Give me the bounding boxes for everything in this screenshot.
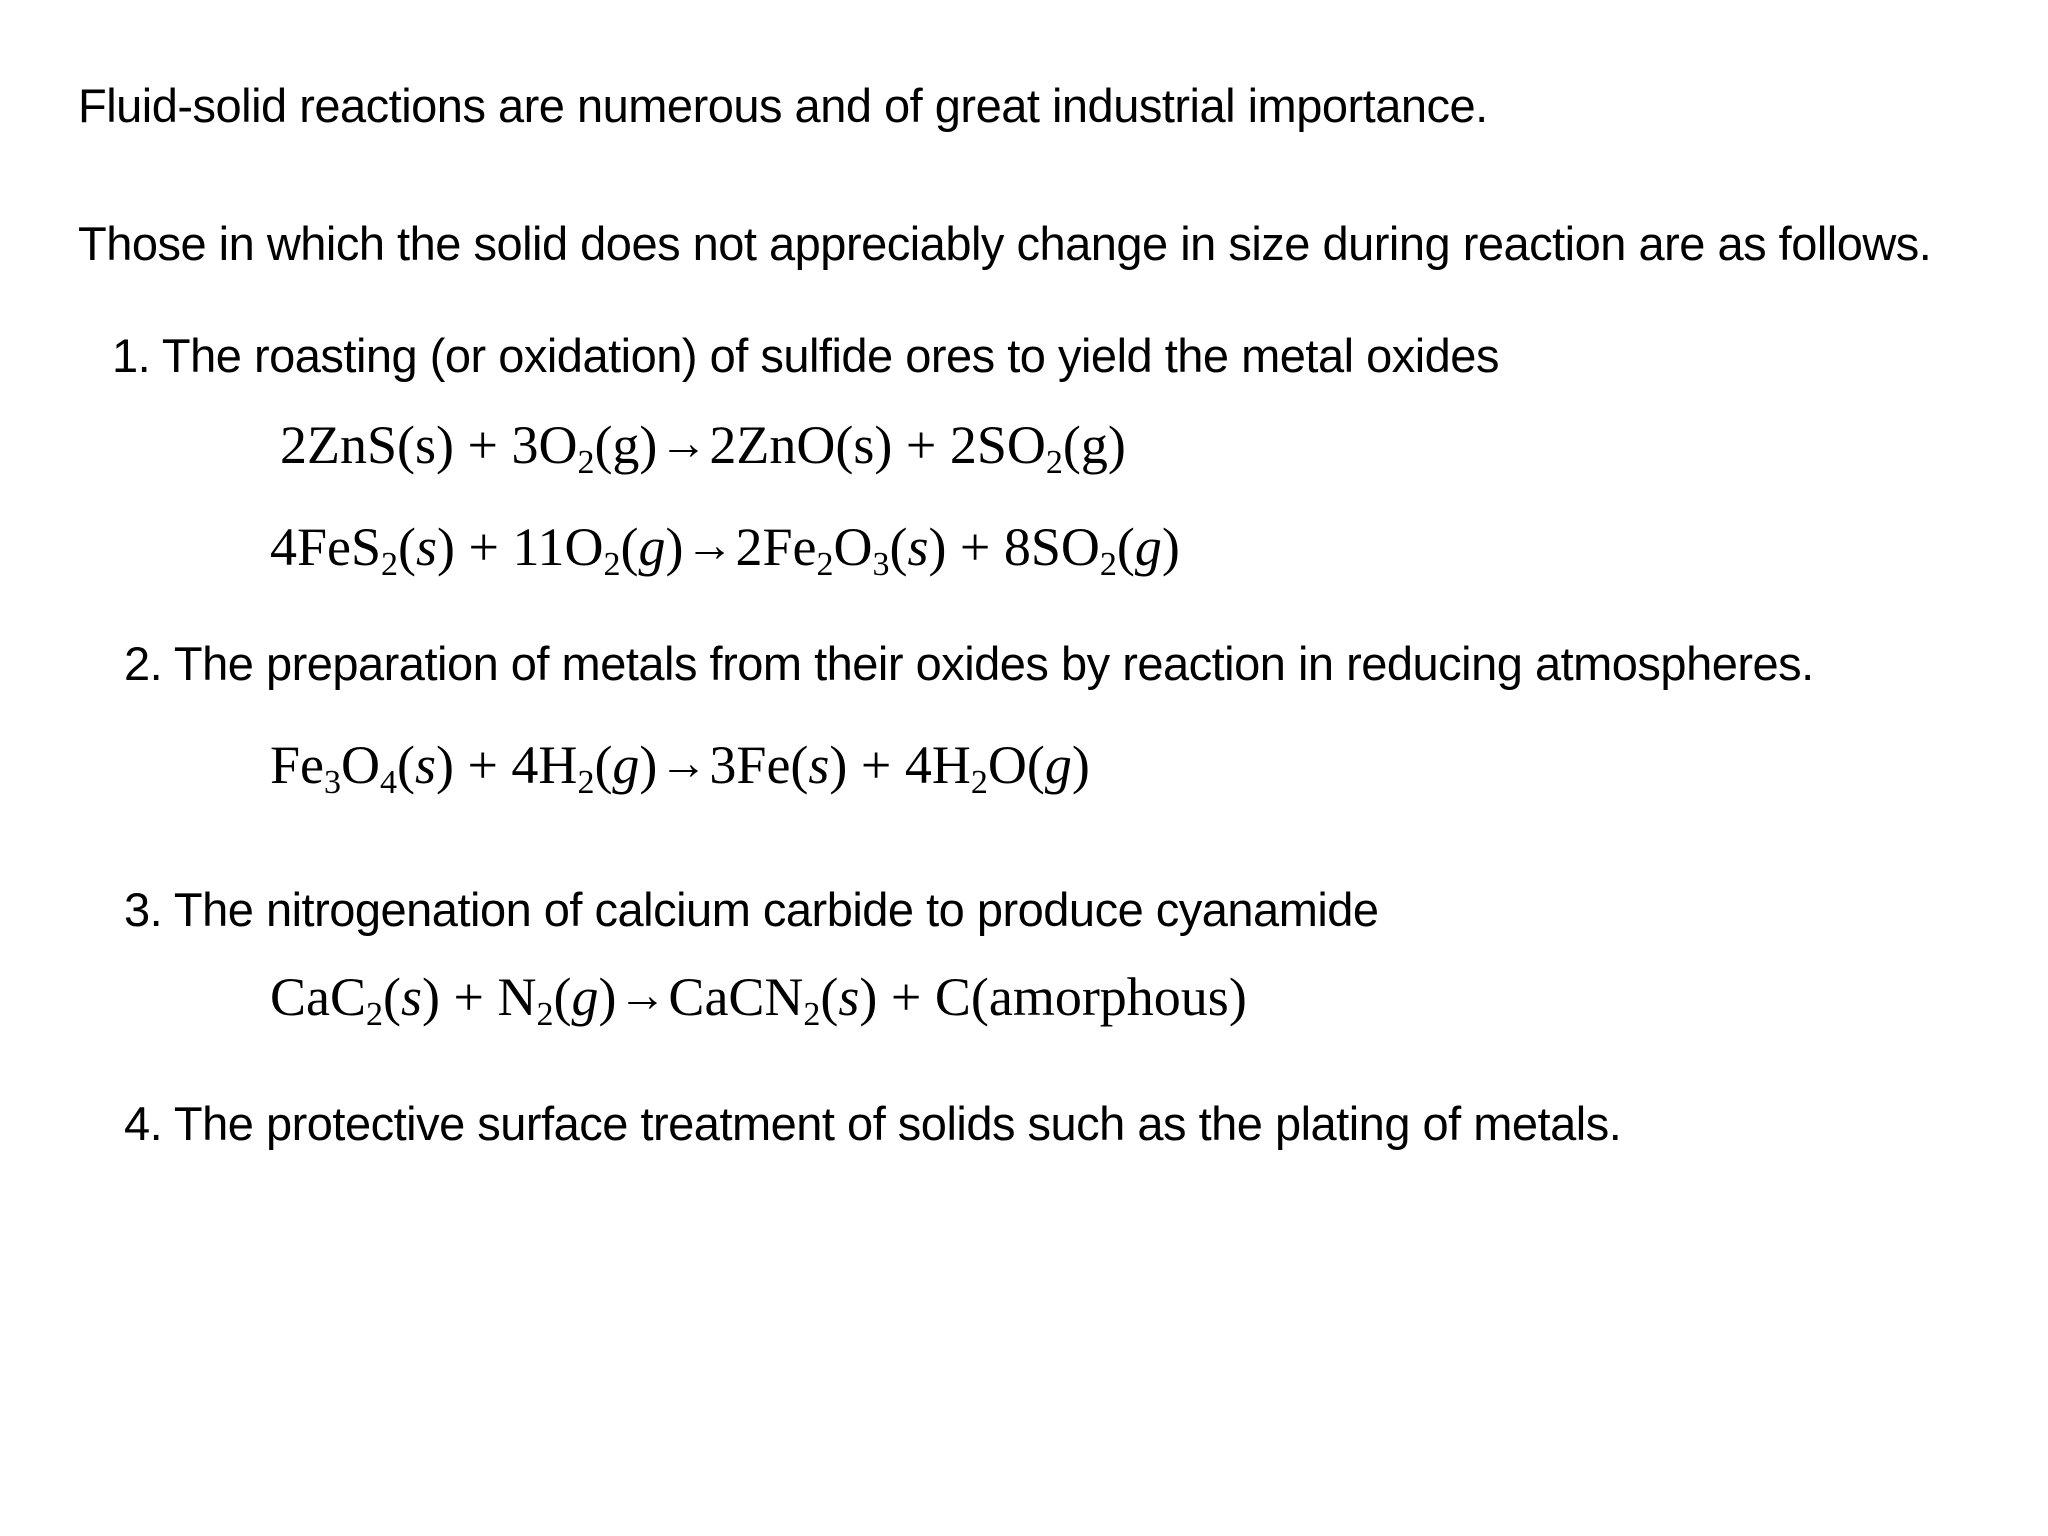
item-4-label: 4. The protective surface treatment of solids such as the plating of metals. [124,1097,1622,1150]
equation-fes2-roasting: $4FeS_2(s) + 11O_2(g)\to 2Fe_2O_3(s) + 8SO_2(g)$ [270,517,1180,583]
item-1-label: 1. The roasting (or oxidation) of sulfide ores to yield the metal oxides [112,329,1499,382]
equation-fe3o4-reduction: $Fe_3O_4(s) + 4H_2(g)\to 3Fe(s) + 4H_2O(g)$ [270,735,1090,801]
equation-zns-roasting: $2ZnS(s) + 3O_2(g)\to 2ZnO(s) + 2SO_2(g)$ [280,415,1126,481]
equation-cac2-nitrogenation: $CaC_2(s) + N_2(g)\to CaCN_2(s)$ + C(amorphous) [270,967,1247,1033]
intro-line-2: Those in which the solid does not appreciably change in size during reaction are as follows. [78,217,1932,270]
item-3-label: 3. The nitrogenation of calcium carbide to produce cyanamide [124,883,1379,936]
intro-line-1: Fluid-solid reactions are numerous and of great industrial importance. [78,79,1488,132]
item-2-label: 2. The preparation of metals from their oxides by reaction in reducing atmospheres. [124,637,1814,690]
